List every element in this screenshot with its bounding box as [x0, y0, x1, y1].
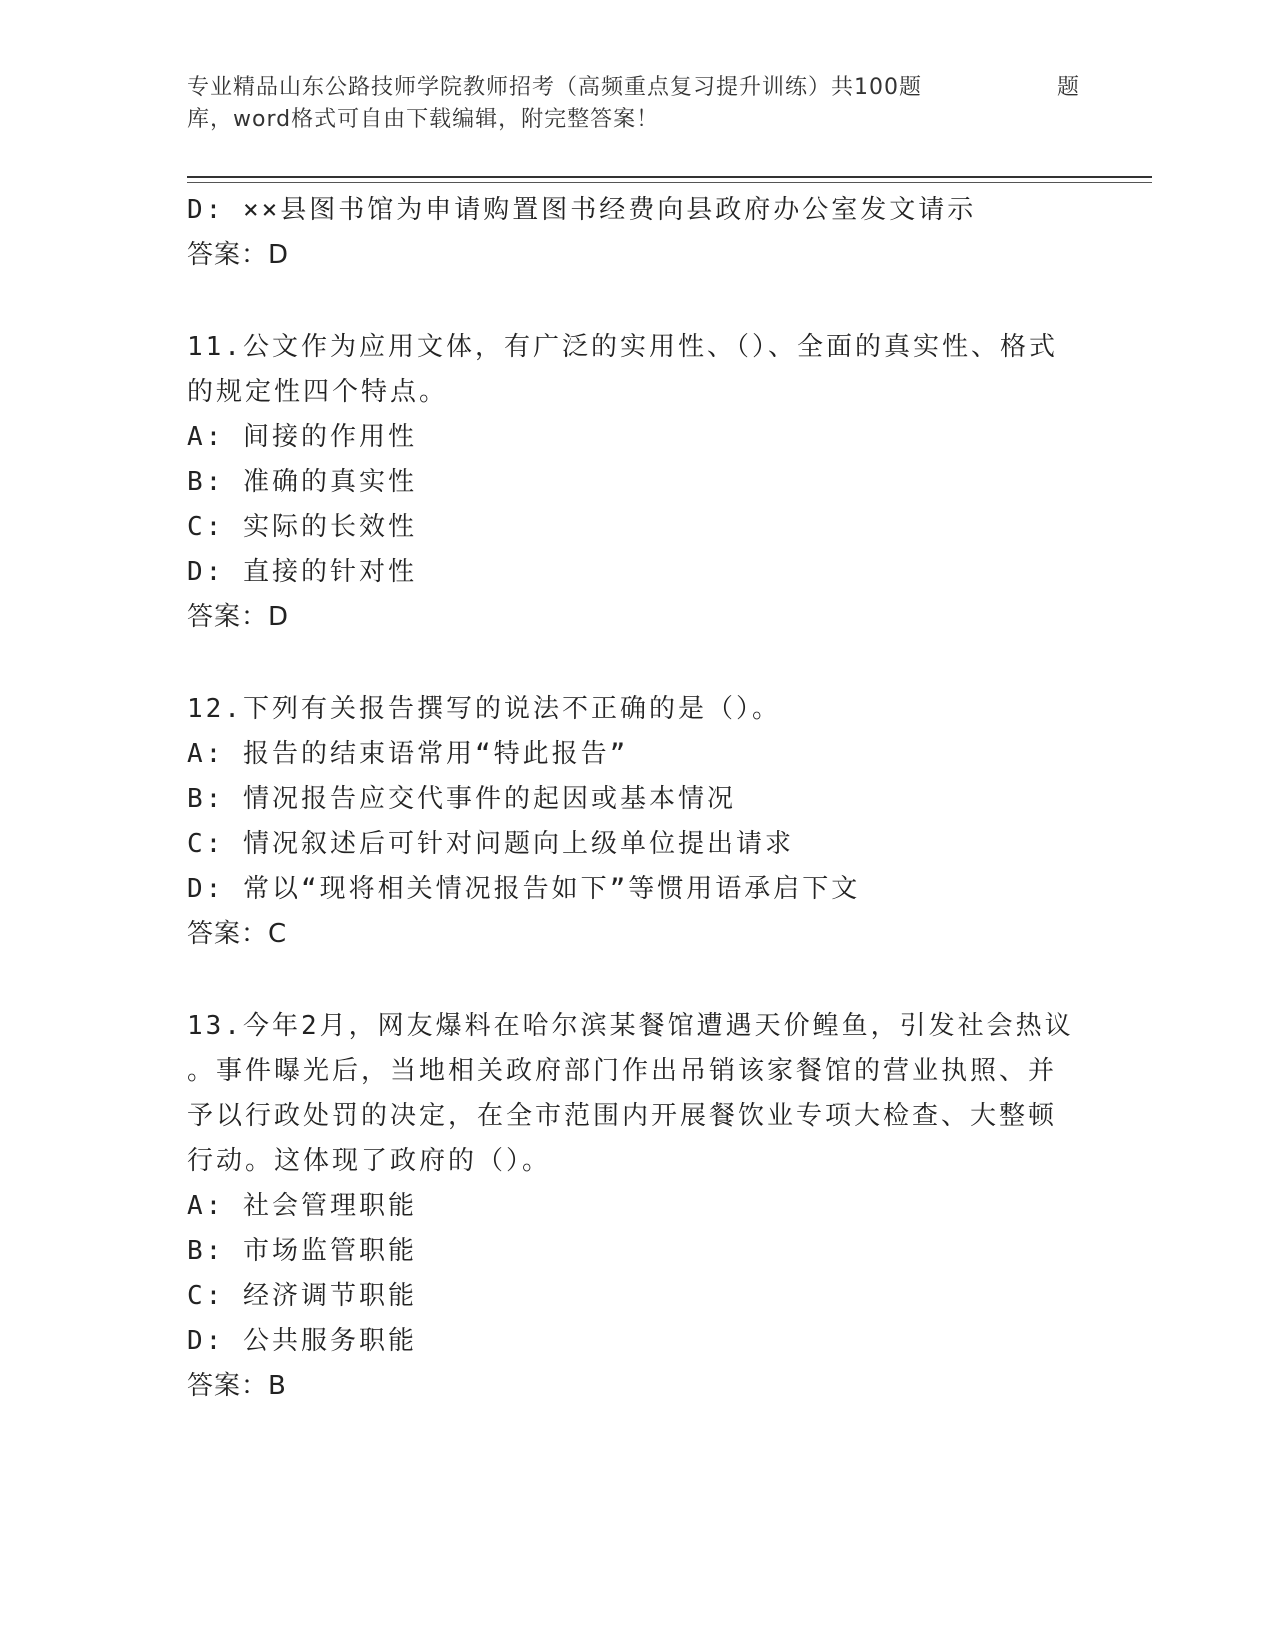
header-line-1-trail: 题 — [1057, 75, 1081, 100]
option-d: D: 直接的针对性 — [187, 557, 417, 587]
header-divider-thick — [187, 176, 1152, 178]
question-12 — [187, 687, 1087, 957]
option-c: C: 经济调节职能 — [187, 1281, 417, 1311]
spacer — [187, 957, 1087, 1004]
option-a: A: 报告的结束语常用“特此报告” — [187, 739, 629, 769]
answer: 答案：D — [187, 602, 290, 632]
option-a: A: 间接的作用性 — [187, 422, 417, 452]
header-line-1: 专业精品山东公路技师学院教师招考（高频重点复习提升训练）共100题 — [187, 75, 922, 100]
question-10-tail — [187, 188, 1087, 278]
question-stem-line-3: 予以行政处罚的决定，在全市范围内开展餐饮业专项大检查、大整顿 — [187, 1101, 1058, 1131]
option-d: D: ××县图书馆为申请购置图书经费向县政府办公室发文请示 — [187, 195, 977, 225]
header-divider-thin — [187, 182, 1152, 183]
question-11 — [187, 325, 1087, 640]
option-a: A: 社会管理职能 — [187, 1191, 417, 1221]
option-c: C: 情况叙述后可针对问题向上级单位提出请求 — [187, 829, 794, 859]
answer: 答案：D — [187, 240, 290, 270]
question-13 — [187, 1004, 1087, 1409]
option-d: D: 常以“现将相关情况报告如下”等惯用语承启下文 — [187, 874, 861, 904]
option-d: D: 公共服务职能 — [187, 1326, 417, 1356]
spacer — [187, 278, 1087, 325]
spacer — [187, 640, 1087, 687]
question-stem-line-2: 的规定性四个特点。 — [187, 377, 449, 407]
question-stem-line-1: 13.今年2月，网友爆料在哈尔滨某餐馆遭遇天价鳇鱼，引发社会热议 — [187, 1011, 1074, 1041]
question-stem-line-1: 12.下列有关报告撰写的说法不正确的是（）。 — [187, 694, 781, 724]
page-header — [187, 72, 1087, 136]
option-b: B: 市场监管职能 — [187, 1236, 417, 1266]
header-line-2: 库，word格式可自由下载编辑，附完整答案！ — [187, 107, 660, 132]
option-b: B: 情况报告应交代事件的起因或基本情况 — [187, 784, 736, 814]
question-content — [187, 188, 1087, 1409]
answer: 答案：C — [187, 919, 288, 949]
question-stem-line-4: 行动。这体现了政府的（）。 — [187, 1146, 552, 1176]
option-b: B: 准确的真实性 — [187, 467, 417, 497]
answer: 答案：B — [187, 1371, 287, 1401]
option-c: C: 实际的长效性 — [187, 512, 417, 542]
question-stem-line-2: 。事件曝光后，当地相关政府部门作出吊销该家餐馆的营业执照、并 — [187, 1056, 1058, 1086]
question-stem-line-1: 11.公文作为应用文体，有广泛的实用性、（）、全面的真实性、格式 — [187, 332, 1058, 362]
